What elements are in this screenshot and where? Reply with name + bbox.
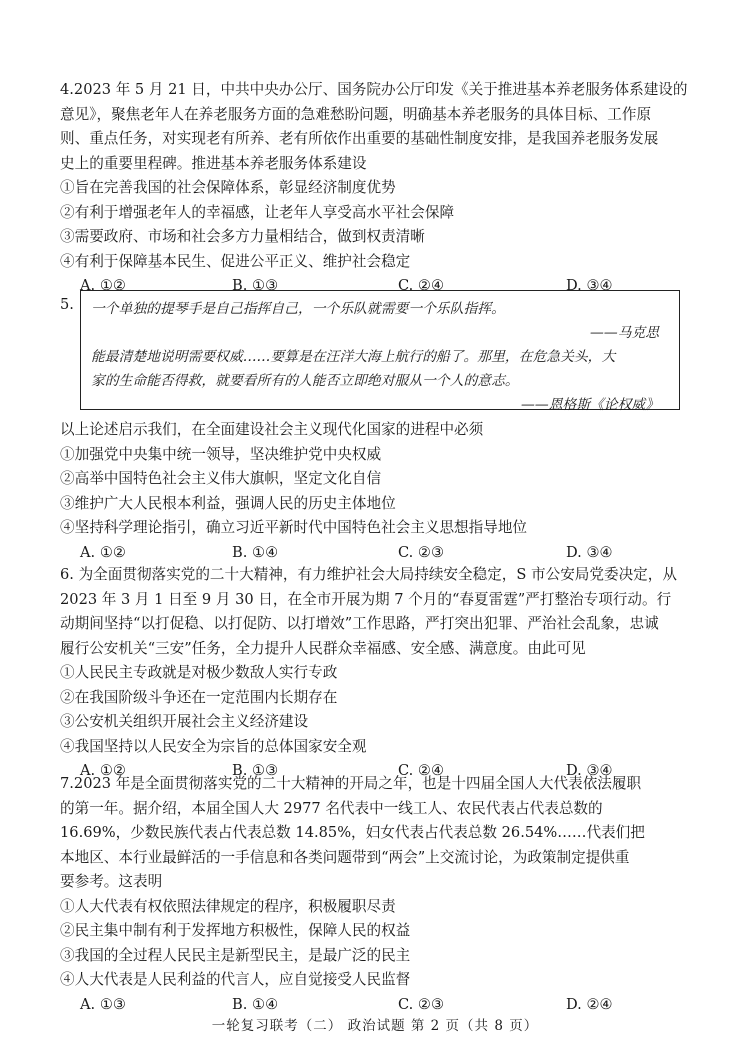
q5-number: 5.	[60, 296, 74, 313]
q5-statement-2: ②高举中国特色社会主义伟大旗帜，坚定文化自信	[60, 470, 382, 487]
q6-stem-line-4: 履行公安机关“三安”任务，全力提升人民群众幸福感、安全感、满意度。由此可见	[60, 639, 586, 657]
q6-option-b[interactable]: B. ①③	[232, 762, 279, 779]
q7-statement-1: ①人大代表有权依照法律规定的程序，积极履职尽责	[60, 897, 396, 915]
q7-statement-4: ④人大代表是人民利益的代言人，应自觉接受人民监督	[60, 971, 411, 988]
q7-stem-line-4: 本地区、本行业最鲜活的一手信息和各类问题带到“两会”上交流讨论，为政策制定提供重	[60, 848, 630, 866]
q6-stem-line-1: 6. 为全面贯彻落实党的二十大精神，有力维护社会大局持续安全稳定，S 市公安局党委决定，从	[60, 566, 677, 583]
q4-stem-line-1: 4.2023 年 5 月 21 日，中共中央办公厅、国务院办公厅印发《关于推进基本养老服务体系建设的	[60, 81, 688, 98]
q4-option-b[interactable]: B. ①③	[232, 277, 279, 294]
q4-statement-1: ①旨在完善我国的社会保障体系，彰显经济制度优势	[60, 179, 396, 196]
question-5-body	[60, 418, 690, 565]
q4-option-a[interactable]: A. ①②	[80, 277, 126, 294]
q5-quote-2-line-2: 家的生命能否得救，就要看所有的人能否立即绝对服从一个人的意志。	[91, 373, 519, 389]
question-6	[60, 563, 690, 783]
q6-stem-line-3: 动期间坚持“以打促稳、以打促防、以打增效”工作思路，严打突出犯罪、严治社会乱象，忠诚	[60, 615, 659, 632]
q6-stem-line-2: 2023 年 3 月 1 日至 9 月 30 日，在全市开展为期 7 个月的“春夏雷霆”严打整治专项行动。行	[60, 590, 672, 608]
q7-statement-3: ③我国的全过程人民民主是新型民主，是最广泛的民主	[60, 946, 411, 964]
q4-stem-line-2: 意见》，聚焦老年人在养老服务方面的急难愁盼问题，明确基本养老服务的具体目标、工作原	[60, 105, 652, 123]
q4-stem-line-3: 则、重点任务，对实现老有所养、老有所依作出重要的基础性制度安排，是我国养老服务发展	[60, 130, 659, 147]
q5-option-b[interactable]: B. ①④	[232, 543, 279, 561]
q5-statement-3: ③维护广大人民根本利益，强调人民的历史主体地位	[60, 494, 396, 512]
q7-statement-2: ②民主集中制有利于发挥地方积极性，保障人民的权益	[60, 922, 411, 939]
q6-statement-1: ①人民民主专政就是对极少数敌人实行专政	[60, 664, 338, 681]
q6-option-c[interactable]: C. ②④	[398, 762, 445, 779]
q7-stem-line-5: 要参考。这表明	[60, 873, 163, 890]
q7-stem-line-1: 7.2023 年是全面贯彻落实党的二十大精神的开局之年，也是十四届全国人大代表依法履职	[60, 775, 642, 792]
q4-statement-2: ②有利于增强老年人的幸福感，让老年人享受高水平社会保障	[60, 203, 455, 221]
q6-option-d[interactable]: D. ③④	[566, 762, 613, 779]
q5-quote-1-author: ——马克思	[590, 325, 659, 341]
q4-option-d[interactable]: D. ③④	[566, 277, 613, 294]
q5-quote-2-line-1: 能最清楚地说明需要权威……要算是在汪洋大海上航行的船了。那里，在危急关头，大	[91, 349, 616, 365]
q5-statement-1: ①加强党中央集中统一领导，坚决维护党中央权威	[60, 445, 382, 463]
q7-option-c[interactable]: C. ②③	[398, 995, 445, 1013]
q5-quote-1: 一个单独的提琴手是自己指挥自己，一个乐队就需要一个乐队指挥。	[91, 301, 505, 317]
q4-statement-3: ③需要政府、市场和社会多方力量相结合，做到权责清晰	[60, 228, 425, 245]
q6-statement-3: ③公安机关组织开展社会主义经济建设	[60, 713, 309, 730]
q7-options	[60, 993, 690, 1017]
q5-option-a[interactable]: A. ①②	[80, 543, 126, 561]
q4-option-c[interactable]: C. ②④	[398, 277, 445, 294]
q5-quote-box	[80, 290, 680, 413]
question-4	[60, 78, 690, 298]
q5-statement-4: ④坚持科学理论指引，确立习近平新时代中国特色社会主义思想指导地位	[60, 519, 528, 536]
page-footer: 一轮复习联考（二） 政治试题 第 2 页（共 8 页）	[211, 1018, 539, 1034]
q7-stem-line-3: 16.69%，少数民族代表占代表总数 14.85%，妇女代表占代表总数 26.54%……代表们把	[60, 824, 645, 841]
q4-stem-line-4: 史上的重要里程碑。推进基本养老服务体系建设	[60, 154, 367, 172]
question-7	[60, 772, 690, 1017]
q4-statement-4: ④有利于保障基本民生、促进公平正义、维护社会稳定	[60, 252, 411, 270]
q7-option-a[interactable]: A. ①③	[80, 995, 126, 1013]
q6-option-a[interactable]: A. ①②	[80, 762, 126, 779]
q6-statement-2: ②在我国阶级斗争还在一定范围内长期存在	[60, 688, 338, 706]
q5-options	[60, 541, 690, 565]
q6-statement-4: ④我国坚持以人民安全为宗旨的总体国家安全观	[60, 737, 367, 755]
q7-stem-line-2: 的第一年。据介绍，本届全国人大 2977 名代表中一线工人、农民代表占代表总数的	[60, 799, 603, 817]
q5-quote-2-author: ——恩格斯《论权威》	[521, 397, 659, 413]
q5-option-d[interactable]: D. ③④	[566, 543, 613, 561]
q5-stem: 以上论述启示我们，在全面建设社会主义现代化国家的进程中必须	[60, 421, 484, 438]
q7-option-d[interactable]: D. ②④	[566, 995, 613, 1013]
q7-option-b[interactable]: B. ①④	[232, 995, 279, 1013]
q5-option-c[interactable]: C. ②③	[398, 543, 445, 561]
